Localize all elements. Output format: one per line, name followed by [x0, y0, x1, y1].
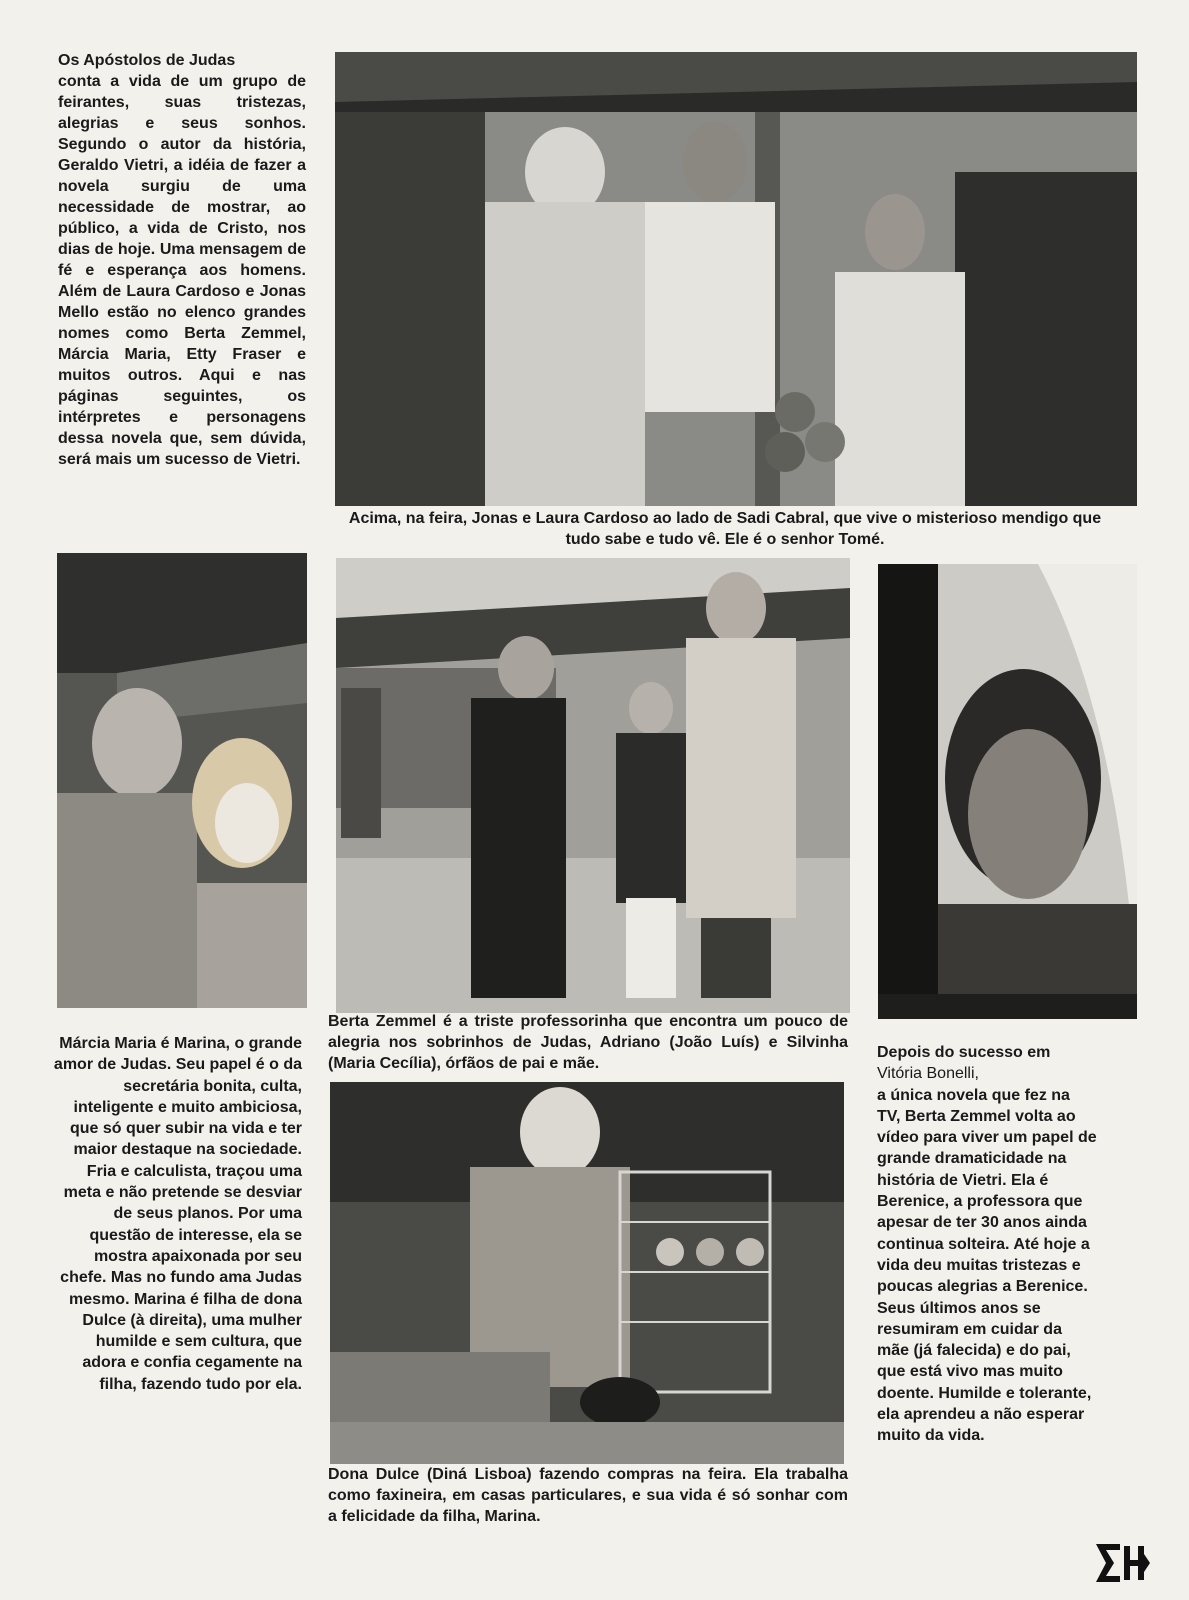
right-column-part1: Depois do sucesso em	[877, 1044, 1051, 1061]
intro-body: conta a vida de um grupo de feirantes, suas tristezas, alegrias e seus sonhos. Segundo o autor da história, Geraldo Vietri, a idéia de fazer a novela surgiu de uma necessidade de mostrar, ao público, a vida de Cristo, nos dias de hoje. Uma mensagem de fé e esperança aos homens. Além de Laura Cardoso e Jonas Mello estão no elenco grandes nomes como Berta Zemmel, Márcia Maria, Etty Fraser e muitos outros. Aqui e nas páginas seguintes, os intérpretes e personagens dessa novela que, sem dúvida, será mais um sucesso de Vietri.	[58, 73, 306, 468]
middle-photo-caption: Berta Zemmel é a triste professorinha que encontra um pouco de alegria nos sobrinhos de Judas, Adriano (João Luís) e Silvinha (Maria Cecília), órfãos de pai e mãe.	[328, 1013, 848, 1072]
left-column-text: Márcia Maria é Marina, o grande amor de Judas. Seu papel é o da secretária bonita, culta, inteligente e muito ambiciosa, que só quer subir na vida e ter maior destaque na sociedade. Fria e calculista, traçou uma meta e não pretende se desviar de seus planos. Por uma questão de interesse, ela se mostra apaixonada por seu chefe. Mas no fundo ama Judas mesmo. Marina é filha de dona Dulce (à direita), uma mulher humilde e sem cultura, que adora e confia cegamente na filha, fazendo tudo por ela.	[53, 1035, 302, 1393]
right-column-text	[877, 1042, 1097, 1447]
intro-paragraph	[58, 50, 306, 470]
shopping-woman-photo	[330, 1082, 844, 1464]
bottom-photo-caption: Dona Dulce (Diná Lisboa) fazendo compras na feira. Ela trabalha como faxineira, em casas particulares, e sua vida é só sonhar com a felicidade da filha, Marina.	[328, 1466, 848, 1525]
right-column-part3: a única novela que fez na TV, Berta Zemmel volta ao vídeo para viver um papel de grande dramaticidade na história de Vietri. Ela é Berenice, a professora que apesar de ter 30 anos ainda continua solteira. Até hoje a vida deu muitas tristezas e poucas alegrias a Berenice. Seus últimos anos se resumiram em cuidar da mãe (já falecida) e do pai, que está vivo mas muito doente. Humilde e tolerante, ela aprendeu a não esperar muito da vida.	[877, 1086, 1097, 1445]
street-scene-photo	[336, 558, 850, 1013]
couple-portrait-photo	[57, 553, 307, 1008]
intro-lead: Os Apóstolos de Judas	[58, 52, 236, 69]
magazine-logo-icon	[1092, 1540, 1152, 1586]
closeup-portrait-photo	[878, 564, 1137, 1019]
right-column-part2: Vitória Bonelli,	[877, 1065, 979, 1083]
top-photo-caption: Acima, na feira, Jonas e Laura Cardoso ao lado de Sadi Cabral, que vive o misterioso mendigo que tudo sabe e tudo vê. Ele é o senhor Tomé.	[348, 510, 1102, 548]
market-scene-photo	[335, 52, 1137, 506]
